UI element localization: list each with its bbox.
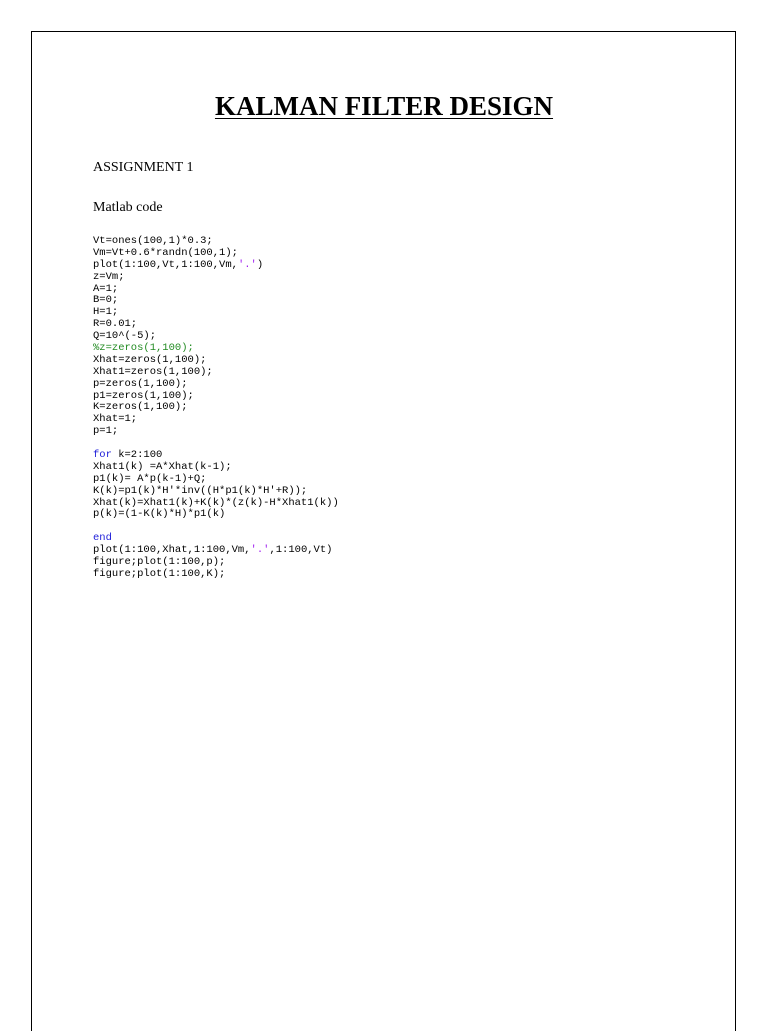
code-text: k=2:100 [111, 449, 163, 462]
code-text: Xhat=zeros(1,100); [93, 353, 207, 366]
document-title [0, 90, 768, 122]
code-line [93, 426, 339, 438]
code-line [93, 272, 339, 284]
code-text: p1=zeros(1,100); [93, 389, 194, 402]
code-text: Vt=ones(100,1)*0.3; [93, 235, 213, 247]
code-text: p1(k)= A*p(k-1)+Q; [93, 472, 207, 485]
code-text: p=zeros(1,100); [93, 377, 188, 390]
code-text: p=1; [93, 425, 119, 438]
code-string: '.' [250, 544, 270, 557]
code-text: Vm=Vt+0.6*randn(100,1); [93, 246, 238, 259]
code-text: Xhat1=zeros(1,100); [93, 365, 213, 378]
code-line [93, 284, 339, 296]
code-text: Xhat(k)=Xhat1(k)+K(k)*(z(k)-H*Xhat1(k)) [93, 496, 339, 509]
code-text: plot(1:100,Xhat,1:100,Vm, [93, 544, 251, 557]
code-text: p(k)=(1-K(k)*H)*p1(k) [93, 508, 226, 521]
code-text: ) [256, 258, 264, 271]
code-line [93, 295, 339, 307]
code-text: z=Vm; [93, 270, 125, 283]
code-keyword: for [93, 449, 112, 462]
assignment-heading: ASSIGNMENT 1 [93, 160, 194, 175]
code-text: A=1; [93, 282, 119, 295]
code-text: H=1; [93, 306, 119, 319]
code-line [93, 260, 339, 272]
code-caption: Matlab code [93, 200, 163, 215]
code-line [93, 509, 339, 521]
document-title-text: KALMAN FILTER DESIGN [214, 91, 554, 121]
code-keyword: end [93, 532, 112, 545]
code-line [93, 521, 339, 533]
code-text: R=0.01; [93, 318, 138, 331]
code-text: figure;plot(1:100,p); [93, 556, 226, 569]
code-text: B=0; [93, 294, 119, 307]
matlab-code-block [93, 236, 339, 581]
code-text: Xhat=1; [93, 413, 138, 426]
code-text: plot(1:100,Vt,1:100,Vm, [93, 258, 238, 271]
code-comment: %z=zeros(1,100); [93, 342, 194, 355]
code-line [93, 569, 339, 581]
code-string: '.' [237, 258, 257, 271]
code-text: K=zeros(1,100); [93, 401, 188, 414]
code-text: K(k)=p1(k)*H'*inv((H*p1(k)*H'+R)); [93, 484, 308, 497]
code-text: ,1:100,Vt) [269, 544, 333, 557]
code-text: Q=10^(-5); [93, 330, 157, 343]
code-line [93, 414, 339, 426]
code-text: figure;plot(1:100,K); [93, 567, 226, 580]
code-text: Xhat1(k) =A*Xhat(k-1); [93, 460, 232, 473]
